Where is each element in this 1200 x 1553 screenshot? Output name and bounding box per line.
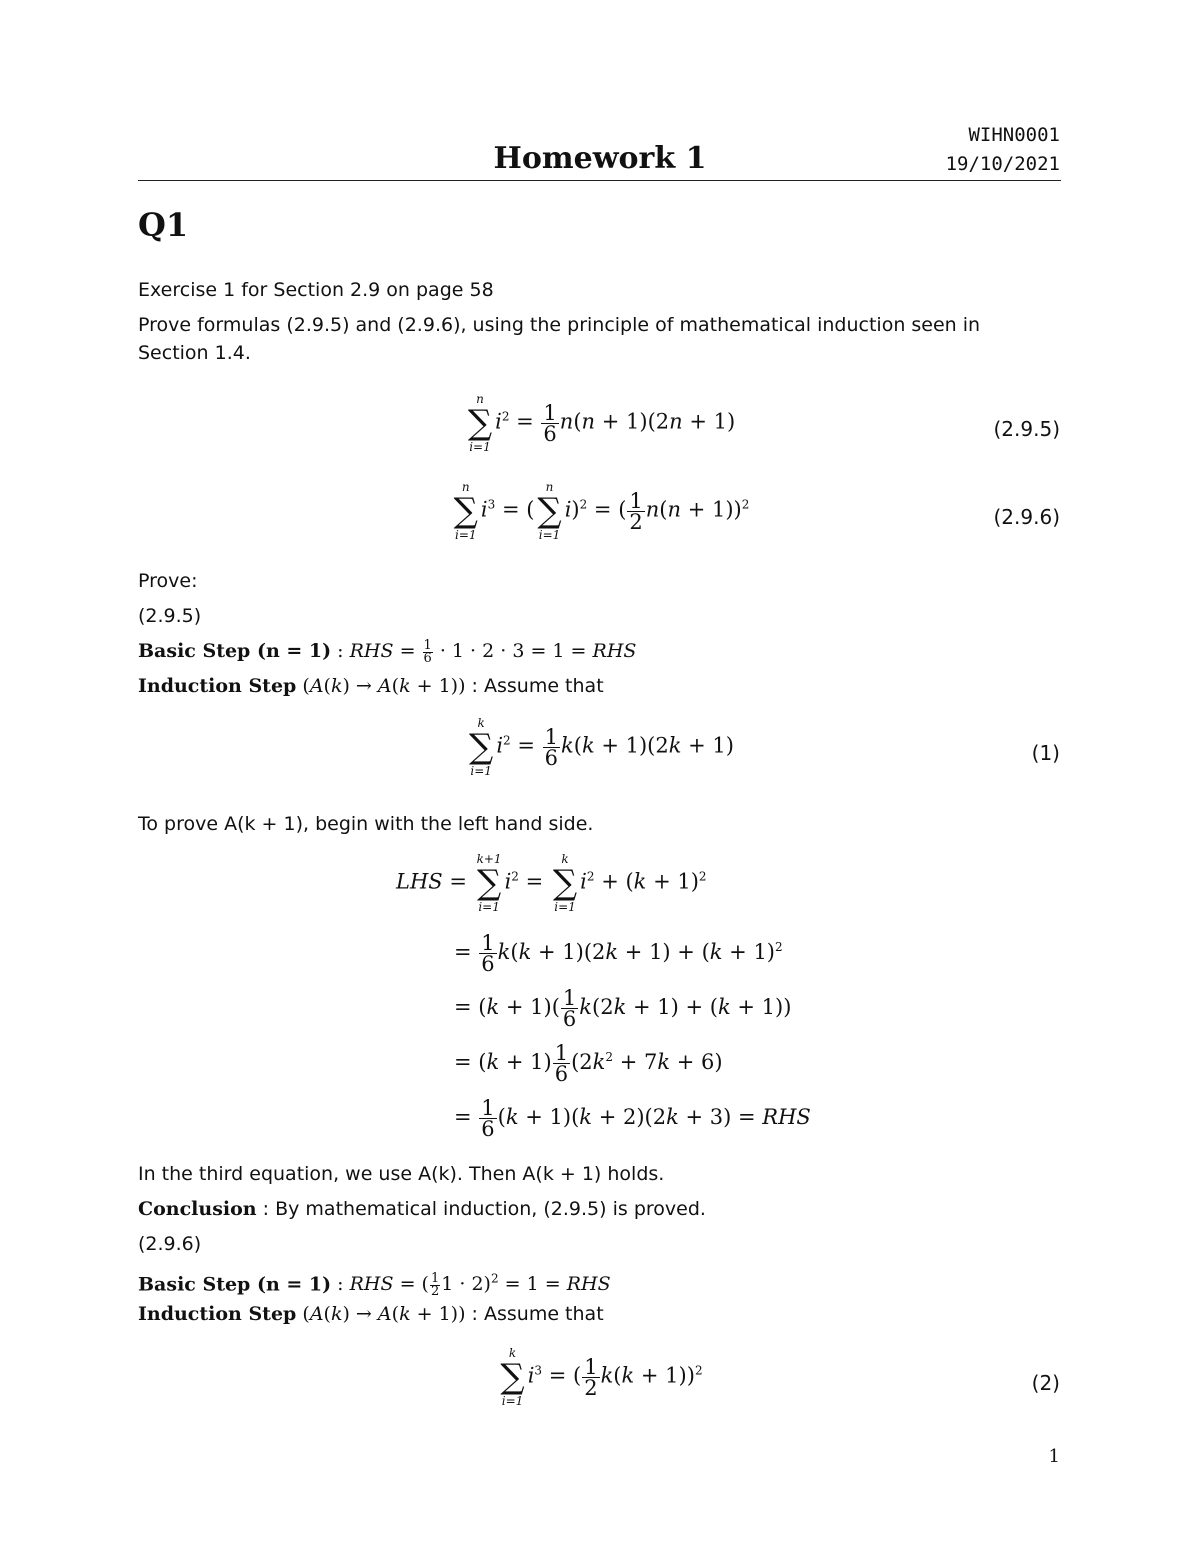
lhs-derivation-line-4: = (k + 1) $\frac{1}{6}$ $(2k^2 + 7k + 6)$ xyxy=(454,1041,723,1086)
conclusion-label: Conclusion xyxy=(138,1198,257,1220)
basic-step-line-1: Basic Step (n = 1) : RHS = $\frac{1}{6}$ · 1 · 2 · 3 = 1 = RHS xyxy=(138,637,637,666)
lhs-derivation-line-3: = (k + 1)( $\frac{1}{6}$ k(2k + 1) + (k + 1)) xyxy=(454,986,792,1031)
conclusion-line xyxy=(138,1195,706,1223)
equation-number-296: (2.9.6) xyxy=(993,505,1060,529)
lhs-derivation-line-2: = $\frac{1}{6}$ $k(k + 1)(2k + 1) + (k + 1)^2$ xyxy=(454,931,783,976)
third-equation-note: In the third equation, we use A(k). Then A(k + 1) holds. xyxy=(138,1163,665,1185)
equation-number-295: (2.9.5) xyxy=(993,417,1060,441)
equation-2: k ∑ i=1 $i^3$ = ( $\frac{1}{2}$ k(k + 1))$^2$ xyxy=(500,1346,703,1408)
prompt-line-1: Prove formulas (2.9.5) and (2.9.6), using the principle of mathematical induction seen in xyxy=(138,314,981,336)
equation-number-2: (2) xyxy=(1031,1371,1060,1395)
assume-that-text-2: : Assume that xyxy=(465,1303,604,1325)
conclusion-text: : By mathematical induction, (2.9.5) is proved. xyxy=(256,1198,706,1220)
basic-step-line-2: Basic Step (n = 1) : RHS = ( $\frac{1}{2}$ 1 · 2)$^2$ = 1 = RHS xyxy=(138,1270,611,1299)
exercise-line: Exercise 1 for Section 2.9 on page 58 xyxy=(138,279,494,301)
header-rule xyxy=(138,180,1061,181)
equation-296: n ∑ i=1 $i^3$ = ( n ∑ i=1 i)$^2$ = ( $\frac{1}{2}$ n(n + 1))$^2$ xyxy=(453,480,750,542)
prove-label: Prove: xyxy=(138,570,198,592)
induction-step-label: Induction Step xyxy=(138,675,297,697)
prompt-line-2: Section 1.4. xyxy=(138,342,251,364)
equation-1: k ∑ i=1 $i^2$ = $\frac{1}{6}$ k(k + 1)(2k + 1) xyxy=(469,716,734,778)
course-code: WIHN0001 xyxy=(968,124,1060,146)
to-prove-line: To prove A(k + 1), begin with the left hand side. xyxy=(138,813,594,835)
induction-step-line-1: Induction Step (A(k) → A(k + 1)) : Assume that xyxy=(138,675,604,697)
question-heading: Q1 xyxy=(138,206,189,244)
equation-number-1: (1) xyxy=(1031,741,1060,765)
page-number: 1 xyxy=(1048,1446,1060,1467)
page-title: Homework 1 xyxy=(493,141,707,176)
part1-label: (2.9.5) xyxy=(138,605,202,627)
basic-step-label-2: Basic Step (n = 1) xyxy=(138,1273,332,1296)
induction-step-line-2: Induction Step (A(k) → A(k + 1)) : Assume that xyxy=(138,1303,604,1325)
induction-step-label-2: Induction Step xyxy=(138,1303,297,1325)
part2-label: (2.9.6) xyxy=(138,1233,202,1255)
assume-that-text: : Assume that xyxy=(465,675,604,697)
equation-295: n ∑ i=1 $i^2$ = $\frac{1}{6}$ n(n + 1)(2n + 1) xyxy=(467,392,736,454)
lhs-derivation-line-1: LHS = k+1 ∑ i=1 $i^2$ = k ∑ i=1 $i^2 + (k + 1)^2$ xyxy=(396,852,707,914)
date-label: 19/10/2021 xyxy=(945,153,1060,175)
lhs-derivation-line-5: = $\frac{1}{6}$ (k + 1)(k + 2)(2k + 3) = RHS xyxy=(454,1096,811,1141)
basic-step-label: Basic Step (n = 1) xyxy=(138,640,332,662)
